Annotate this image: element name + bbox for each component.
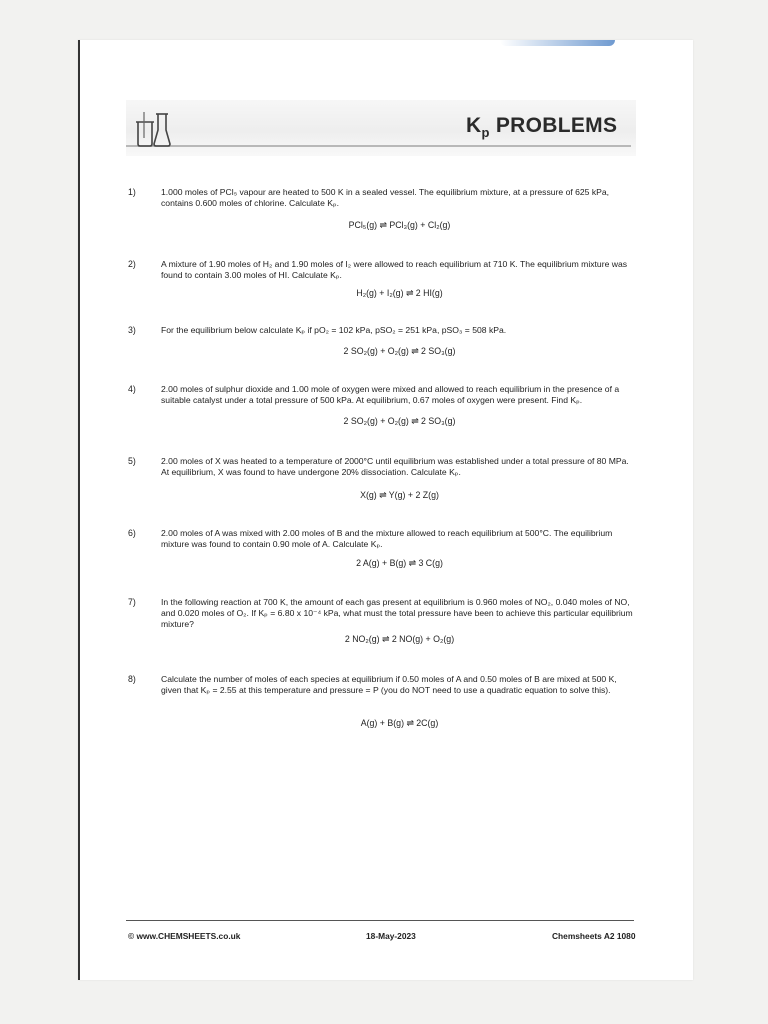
header-divider bbox=[126, 145, 631, 147]
question-text: For the equilibrium below calculate Kₚ if pO₂ = 102 kPa, pSO₂ = 251 kPa, pSO₃ = 508 kPa. bbox=[161, 325, 507, 335]
footer-date: 18-May-2023 bbox=[366, 931, 416, 941]
top-accent-decoration bbox=[500, 40, 615, 46]
equation: H₂(g) + I₂(g) ⇌ 2 HI(g) bbox=[356, 288, 443, 298]
equation: 2 NO₂(g) ⇌ 2 NO(g) + O₂(g) bbox=[344, 634, 455, 644]
question-text: A mixture of 1.90 moles of H₂ and 1.90 moles of I₂ were allowed to reach equilibrium at 710 K. The equilibrium mixture was found to contain 3.00 moles of HI. Calculate Kₚ. bbox=[161, 259, 628, 280]
question-text: In the following reaction at 700 K, the amount of each gas present at equilibrium is 0.960 moles of NO₂, 0.040 moles of NO, and 0.020 moles of O₂. If Kₚ = 6.80 x 10⁻⁴ kPa, what must the total pressure have been to achieve this particular equilibrium mixture? bbox=[161, 597, 633, 629]
footer-sheet-id: Chemsheets A2 1080 bbox=[552, 931, 636, 941]
equation: X(g) ⇌ Y(g) + 2 Z(g) bbox=[360, 490, 439, 500]
worksheet-page bbox=[78, 40, 693, 980]
footer-website: © www.CHEMSHEETS.co.uk bbox=[128, 931, 241, 941]
equation: PCl₅(g) ⇌ PCl₃(g) + Cl₂(g) bbox=[348, 220, 451, 230]
lab-glassware-icon bbox=[134, 108, 176, 148]
question-text: 2.00 moles of sulphur dioxide and 1.00 mole of oxygen were mixed and allowed to reach equilibrium in the presence of a suitable catalyst under a total pressure of 500 kPa. At equilibrium, 0.67 moles of oxygen were present. Find Kₚ. bbox=[161, 384, 620, 405]
equation: 2 SO₂(g) + O₂(g) ⇌ 2 SO₃(g) bbox=[343, 416, 456, 426]
equation: 2 A(g) + B(g) ⇌ 3 C(g) bbox=[356, 558, 443, 568]
question-text: 1.000 moles of PCl₅ vapour are heated to 500 K in a sealed vessel. The equilibrium mixture, at a pressure of 625 kPa, contains 0.600 moles of chlorine. Calculate Kₚ. bbox=[161, 187, 610, 208]
equation: 2 SO₂(g) + O₂(g) ⇌ 2 SO₃(g) bbox=[343, 346, 456, 356]
question-number: 6) bbox=[128, 528, 136, 538]
page-title: $K_p$ PROBLEMS bbox=[466, 114, 618, 141]
footer-divider bbox=[126, 920, 634, 921]
question-number: 5) bbox=[128, 456, 136, 466]
question-text: Calculate the number of moles of each species at equilibrium if 0.50 moles of A and 0.50 moles of B are mixed at 500 K, given that Kₚ = 2.55 at this temperature and pressure = P (you do NOT need to use a quadratic equation to solve this). bbox=[161, 674, 617, 695]
question-number: 8) bbox=[128, 674, 136, 684]
question-number: 1) bbox=[128, 187, 136, 197]
question-text: 2.00 moles of X was heated to a temperature of 2000°C until equilibrium was established under a total pressure of 80 MPa. At equilibrium, X was found to have undergone 20% dissociation. Calculate Kₚ. bbox=[161, 456, 629, 477]
question-number: 7) bbox=[128, 597, 136, 607]
page-edge bbox=[78, 40, 80, 980]
question-number: 4) bbox=[128, 384, 136, 394]
question-text: 2.00 moles of A was mixed with 2.00 moles of B and the mixture allowed to reach equilibrium at 500°C. The equilibrium mixture was found to contain 0.90 mole of A. Calculate Kₚ. bbox=[161, 528, 613, 549]
question-number: 2) bbox=[128, 259, 136, 269]
equation: A(g) + B(g) ⇌ 2C(g) bbox=[360, 718, 439, 728]
question-number: 3) bbox=[128, 325, 136, 335]
